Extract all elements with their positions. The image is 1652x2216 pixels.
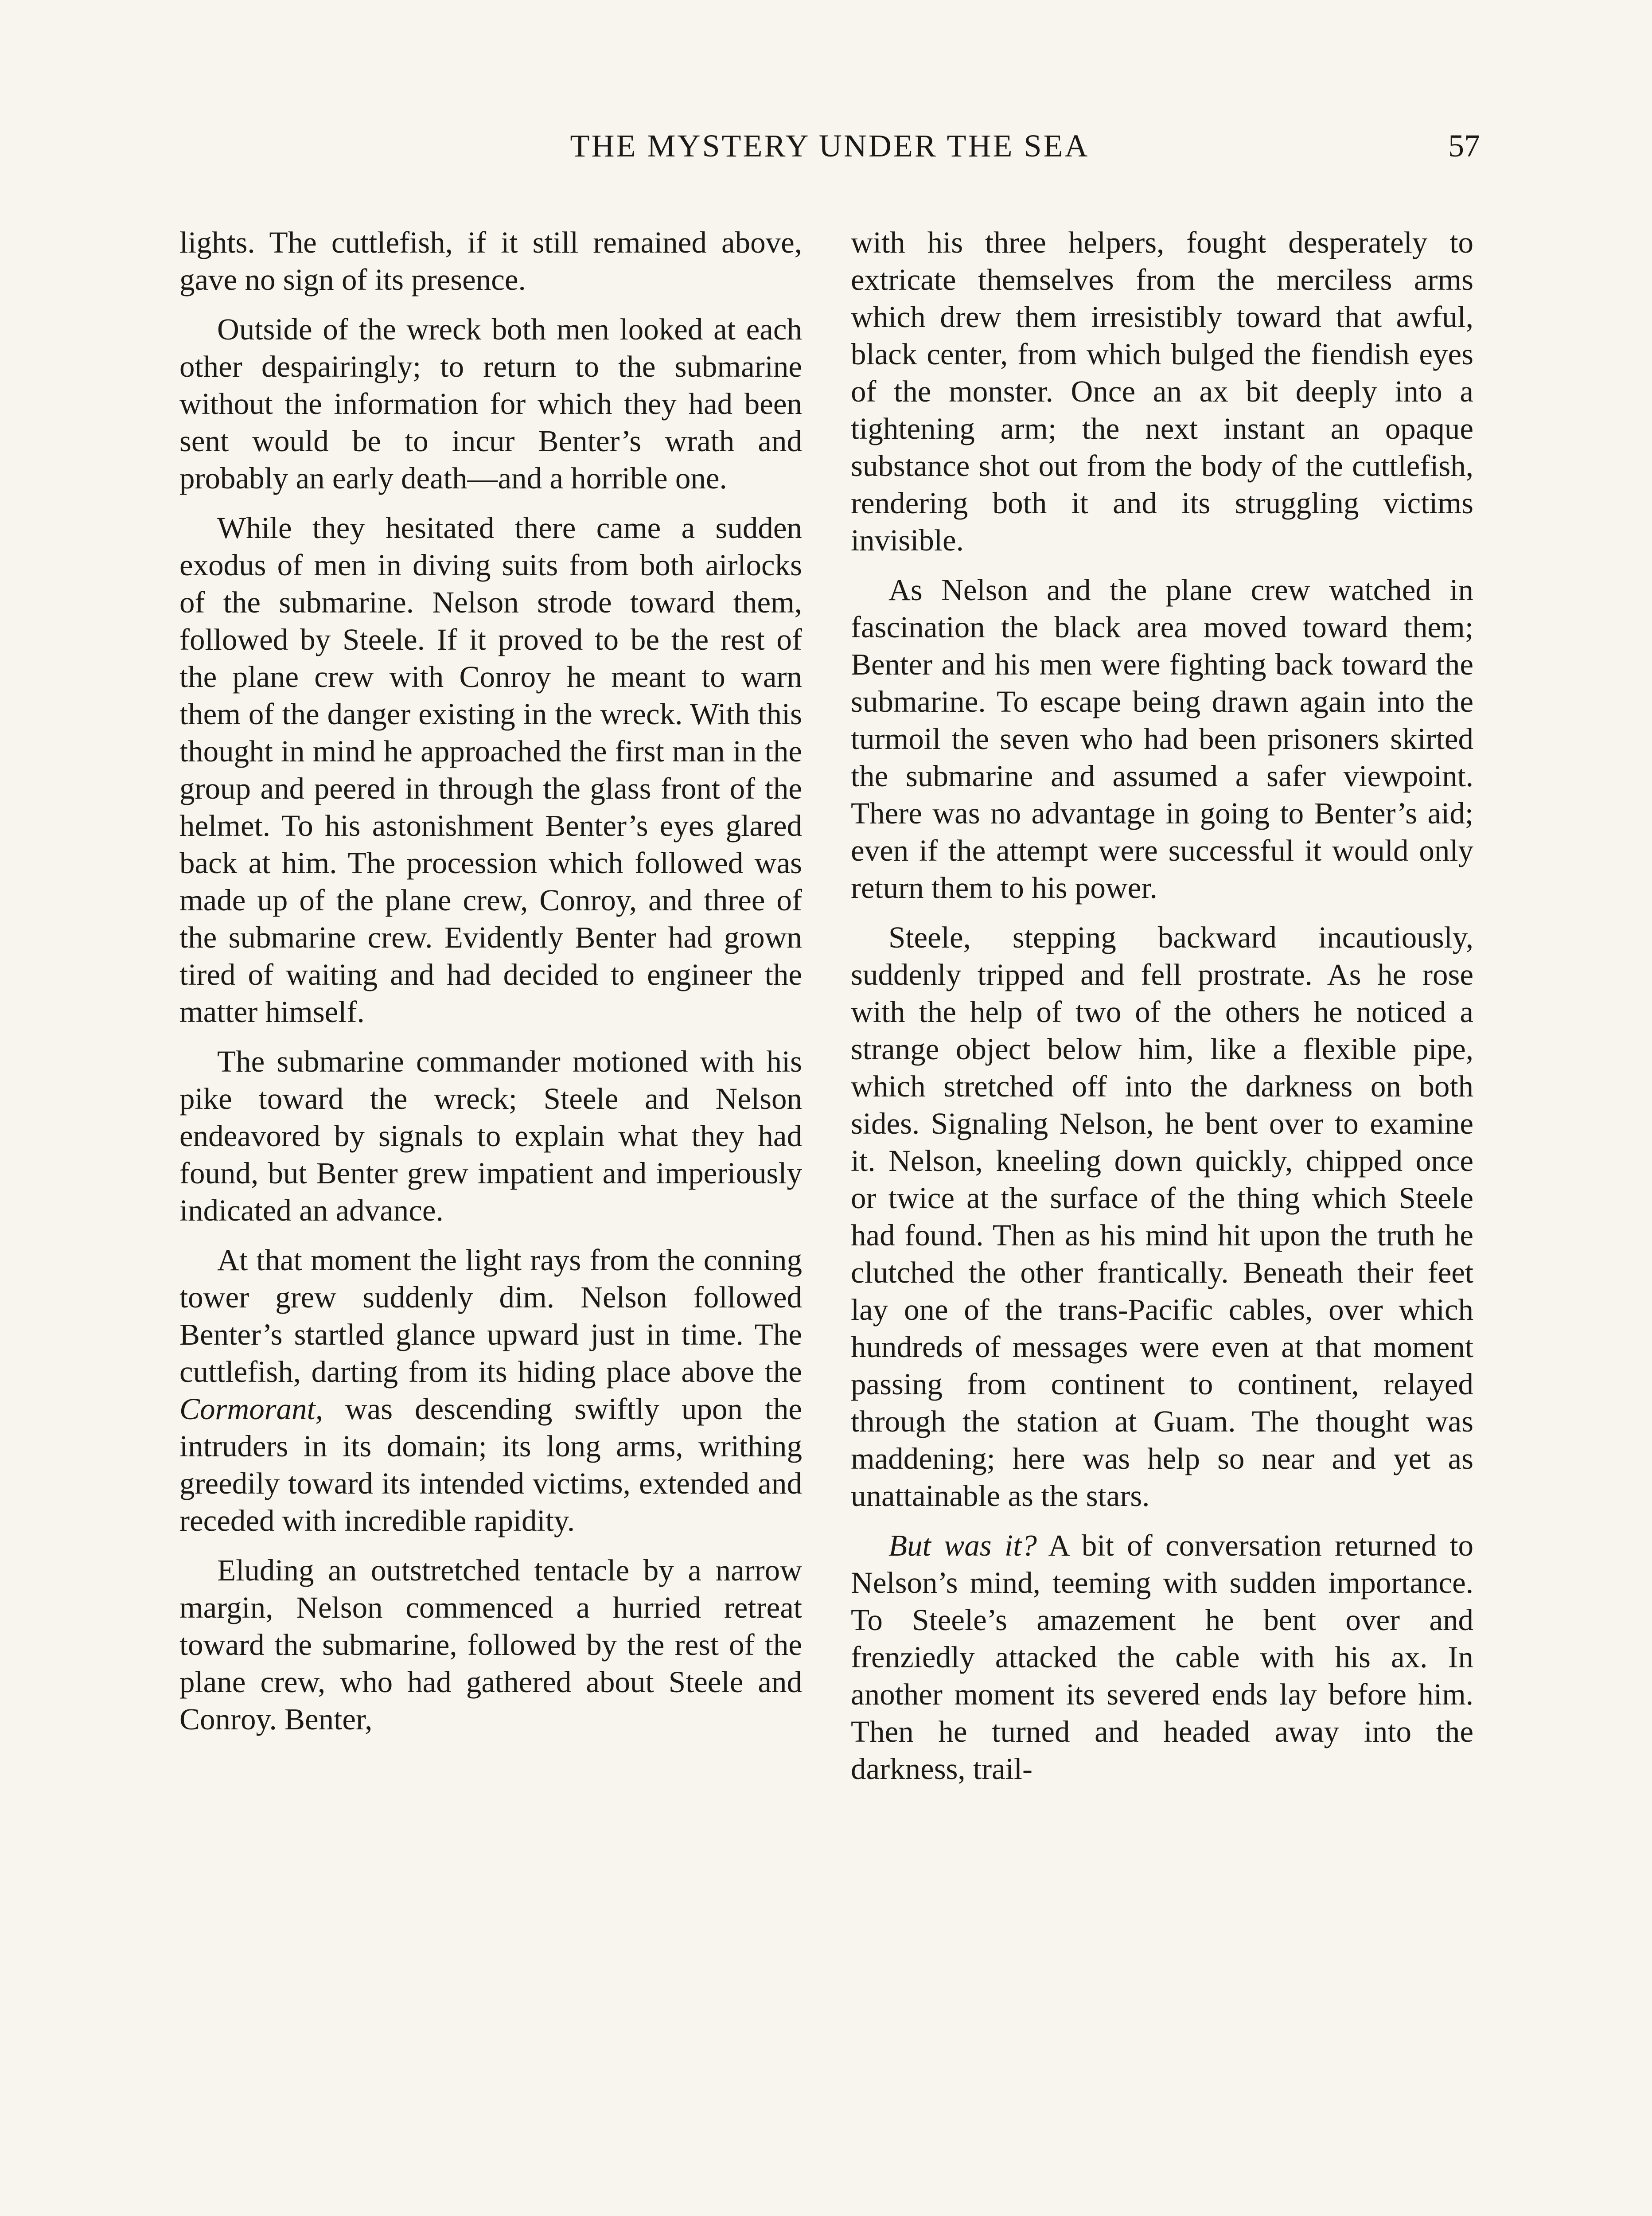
paragraph: Steele, stepping backward incautiously, suddenly tripped and fell prostrate. As he rose with the help of two of the others he noticed a strange object below him, like a flexible pipe, which stretched off into the darkness on both sides. Signaling Nelson, he bent over to examine it. Nelson, kneeling down quickly, chipped once or twice at the surface of the thing which Steele had found. Then as his mind hit upon the truth he clutched the other frantically. Beneath their feet lay one of the trans-Pacific cables, over which hundreds of messages were even at that moment passing from continent to continent, relayed through the station at Guam. The thought was maddening; here was help so near and yet as unattainable as the stars.: [851, 921, 1473, 1513]
paragraph: While they hesitated there came a sudden exodus of men in diving suits from both airlocks of the submarine. Nelson strode toward them, followed by Steele. If it proved to be the rest of the plane crew with Conroy he meant to warn them of the danger existing in the wreck. With this thought in mind he approached the first man in the group and peered in through the glass front of the helmet. To his astonishment Benter’s eyes glared back at him. The procession which followed was made up of the plane crew, Conroy, and three of the submarine crew. Evidently Benter had grown tired of waiting and had decided to engineer the matter himself.: [179, 511, 802, 1029]
page-number: 57: [1448, 128, 1480, 164]
italic-question: But was it?: [888, 1529, 1037, 1562]
paragraph: with his three helpers, fought desperately to extricate themselves from the merciless arms which drew them irresistibly toward that awful, black center, from which bulged the fiendish eyes of the monster. Once an ax bit deeply into a tightening arm; the next instant an opaque substance shot out from the body of the cuttlefish, rendering both it and its struggling victims invisible.: [851, 226, 1473, 557]
right-column: [851, 224, 1473, 1787]
running-header: [179, 128, 1480, 176]
ship-name: Cormorant,: [179, 1392, 323, 1426]
left-column: [179, 224, 802, 1738]
text-run: A bit of conversation returned to Nelson’s mind, teeming with sudden importance. To Steele’s amazement he bent over and frenziedly attacked the cable with his ax. In another moment its severed ends lay before him. Then he turned and headed away into the darkness, trail-: [851, 1529, 1473, 1786]
paragraph: [179, 1241, 802, 1539]
paragraph: lights. The cuttlefish, if it still remained above, gave no sign of its presence.: [179, 226, 802, 297]
paragraph: The submarine commander motioned with his pike toward the wreck; Steele and Nelson endeavored by signals to explain what they had found, but Benter grew impatient and imperiously indicated an advance.: [179, 1045, 802, 1227]
text-run: At that moment the light rays from the conning tower grew suddenly dim. Nelson followed Benter’s startled glance upward just in time. The cuttlefish, darting from its hiding place above the: [179, 1243, 802, 1389]
text-run: was descending swiftly upon the intruders in its domain; its long arms, writhing greedily toward its intended victims, extended and receded with incredible rapidity.: [179, 1392, 802, 1537]
paragraph: [851, 1527, 1473, 1787]
paragraph: Outside of the wreck both men looked at each other despairingly; to return to the submarine without the information for which they had been sent would be to incur Benter’s wrath and probably an early death—and a horrible one.: [179, 312, 802, 495]
running-title: THE MYSTERY UNDER THE SEA: [570, 128, 1090, 164]
paragraph: Eluding an outstretched tentacle by a narrow margin, Nelson commenced a hurried retreat toward the submarine, followed by the rest of the plane crew, who had gathered about Steele and Conroy. Benter,: [179, 1553, 802, 1736]
paragraph: As Nelson and the plane crew watched in fascination the black area moved toward them; Benter and his men were fighting back toward the submarine. To escape being drawn again into the turmoil the seven who had been prisoners skirted the submarine and assumed a safer viewpoint. There was no advantage in going to Benter’s aid; even if the attempt were successful it would only return them to his power.: [851, 573, 1473, 905]
